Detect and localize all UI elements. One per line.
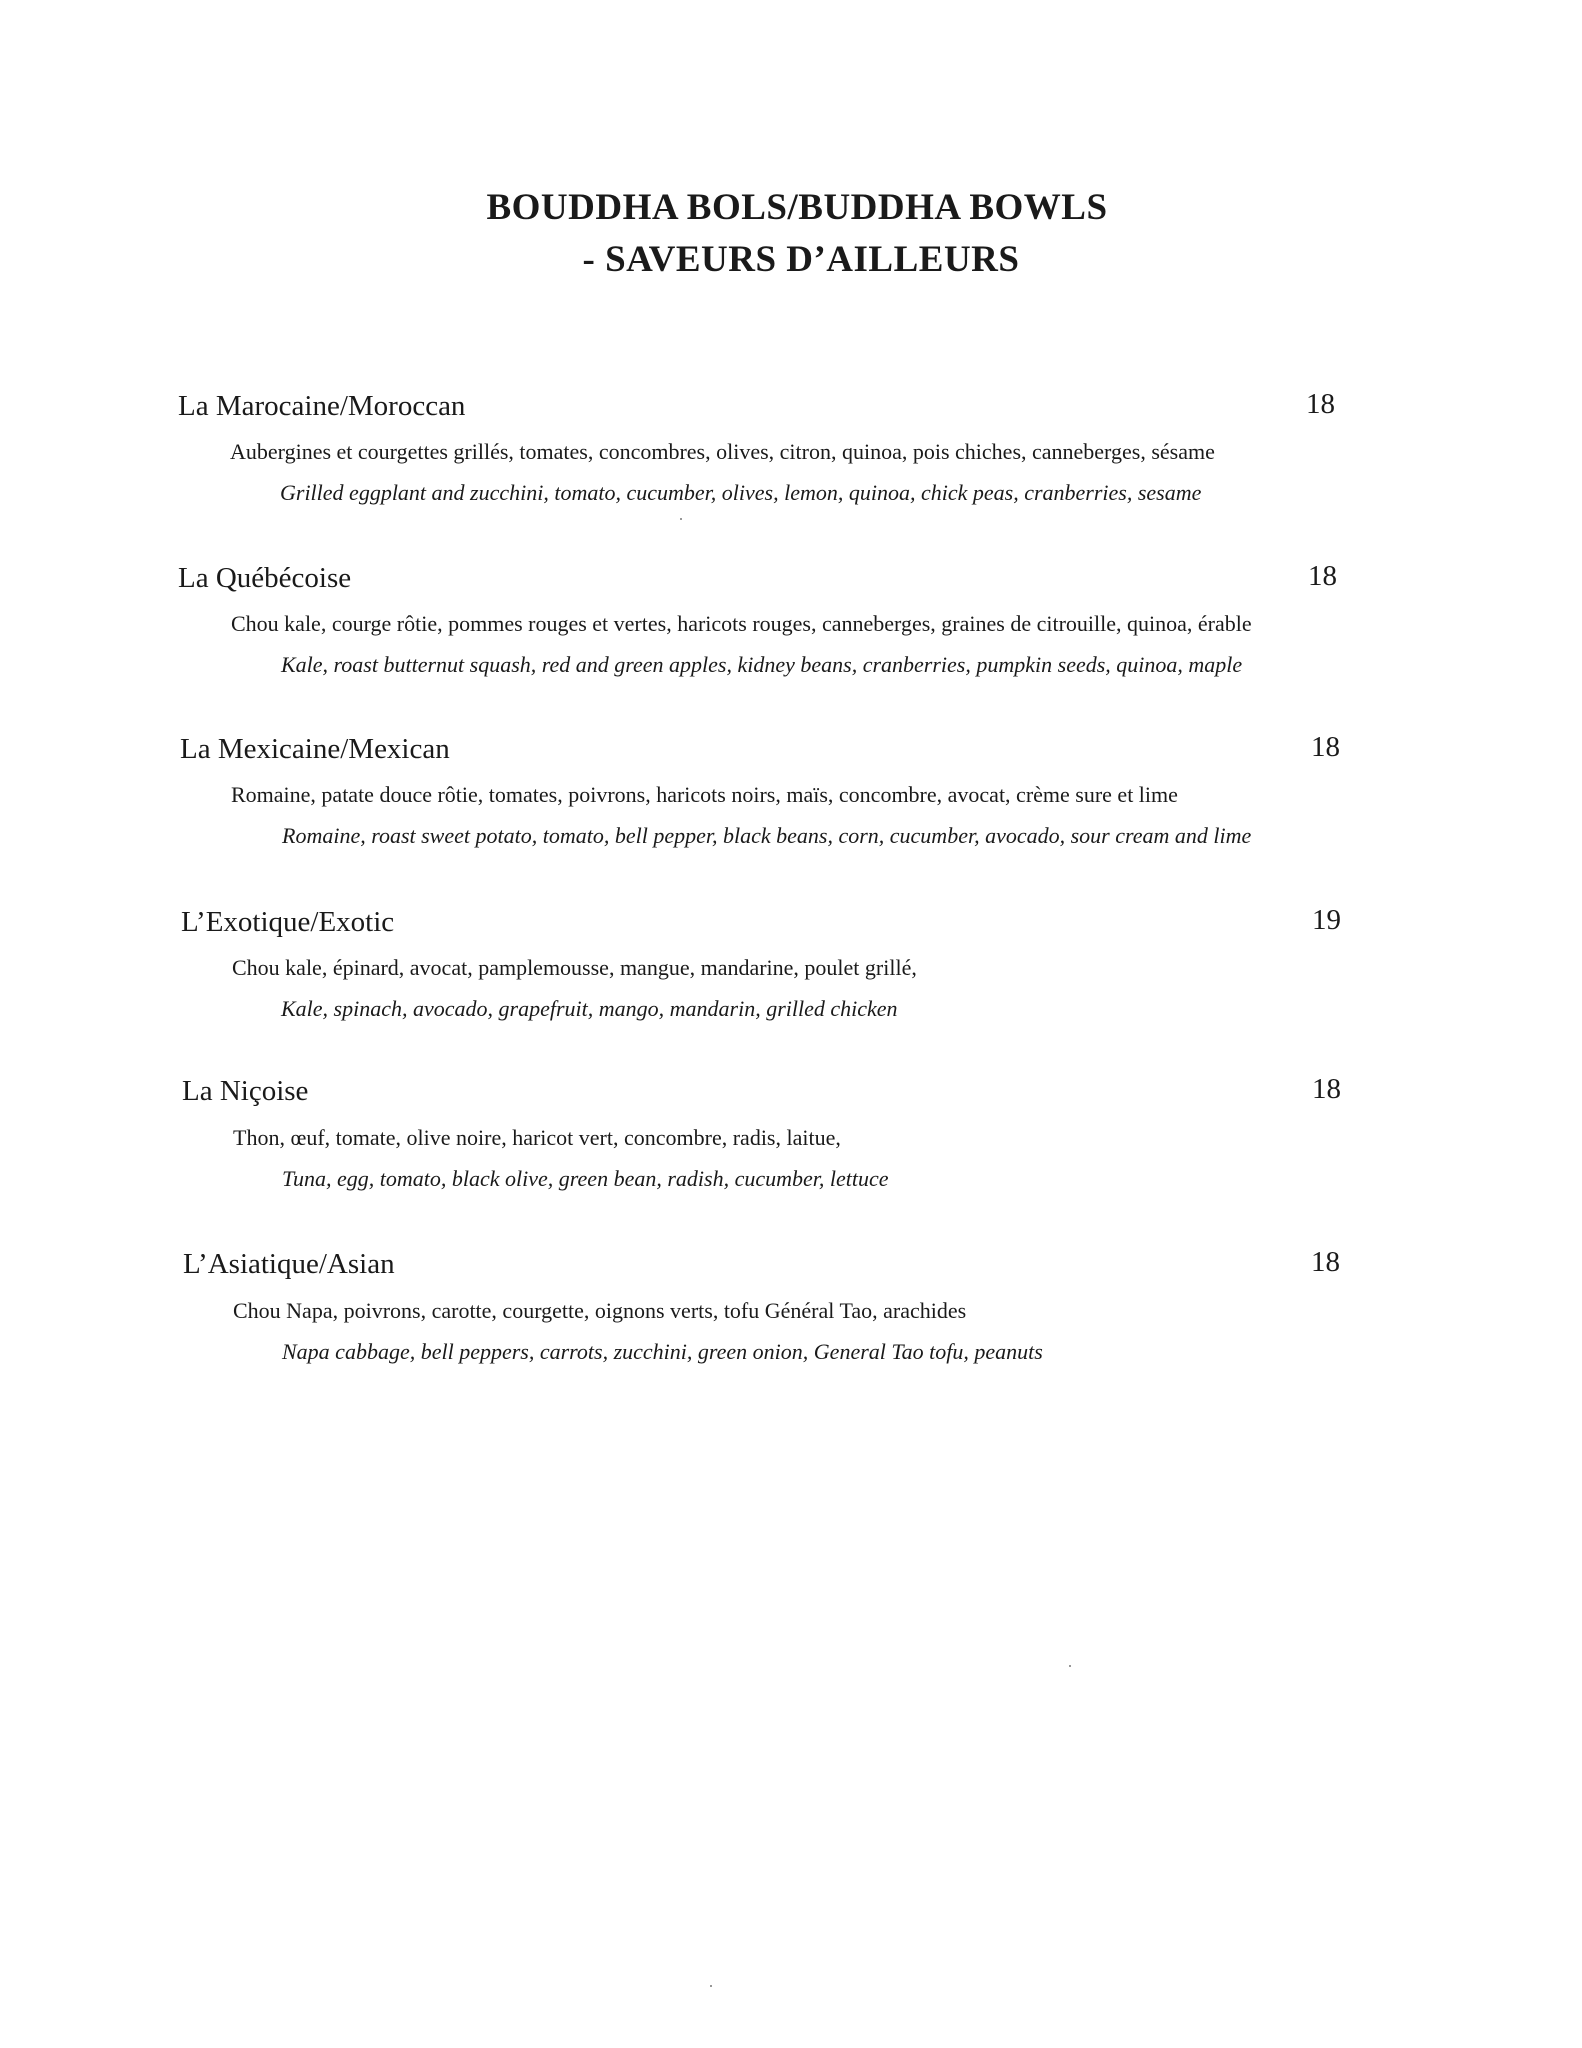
menu-header xyxy=(0,182,1582,286)
item-description-en: Napa cabbage, bell peppers, carrots, zucchini, green onion, General Tao tofu, peanuts xyxy=(282,1339,1043,1364)
scan-speck xyxy=(680,518,682,520)
item-price: 18 xyxy=(1311,1246,1340,1278)
item-description-fr: Thon, œuf, tomate, olive noire, haricot vert, concombre, radis, laitue, xyxy=(233,1125,841,1150)
item-name: La Mexicaine/Mexican xyxy=(180,733,450,765)
item-price: 18 xyxy=(1311,731,1340,763)
item-description-en: Kale, roast butternut squash, red and green apples, kidney beans, cranberries, pumpkin seeds, quinoa, maple xyxy=(281,652,1243,677)
item-price: 18 xyxy=(1312,1073,1341,1105)
item-price: 18 xyxy=(1306,388,1335,420)
item-description-fr: Aubergines et courgettes grillés, tomates, concombres, olives, citron, quinoa, pois chiches, canneberges, sésame xyxy=(230,439,1215,464)
item-description-en: Grilled eggplant and zucchini, tomato, cucumber, olives, lemon, quinoa, chick peas, cranberries, sesame xyxy=(280,480,1202,505)
scan-speck xyxy=(710,1985,712,1987)
scan-speck xyxy=(1069,1665,1071,1667)
item-description-fr: Romaine, patate douce rôtie, tomates, poivrons, haricots noirs, maïs, concombre, avocat, crème sure et lime xyxy=(231,782,1178,807)
item-description-en: Kale, spinach, avocado, grapefruit, mango, mandarin, grilled chicken xyxy=(281,996,898,1021)
menu-subtitle: - SAVEURS D’AILLEURS xyxy=(582,239,1020,280)
item-name: L’Exotique/Exotic xyxy=(181,906,395,938)
item-price: 18 xyxy=(1308,560,1337,592)
item-description-fr: Chou kale, épinard, avocat, pamplemousse, mangue, mandarine, poulet grillé, xyxy=(232,955,917,980)
item-description-en: Romaine, roast sweet potato, tomato, bell pepper, black beans, corn, cucumber, avocado, sour cream and lime xyxy=(282,823,1252,848)
item-name: La Niçoise xyxy=(182,1075,309,1107)
item-name: La Marocaine/Moroccan xyxy=(178,390,466,422)
item-description-fr: Chou kale, courge rôtie, pommes rouges et vertes, haricots rouges, canneberges, graines de citrouille, quinoa, érable xyxy=(231,611,1252,636)
item-name: L’Asiatique/Asian xyxy=(183,1248,395,1280)
menu-title: BOUDDHA BOLS/BUDDHA BOWLS xyxy=(486,187,1108,228)
item-price: 19 xyxy=(1312,904,1341,936)
item-description-fr: Chou Napa, poivrons, carotte, courgette, oignons verts, tofu Général Tao, arachides xyxy=(233,1298,967,1323)
item-description-en: Tuna, egg, tomato, black olive, green bean, radish, cucumber, lettuce xyxy=(282,1166,889,1191)
item-name: La Québécoise xyxy=(178,562,352,594)
